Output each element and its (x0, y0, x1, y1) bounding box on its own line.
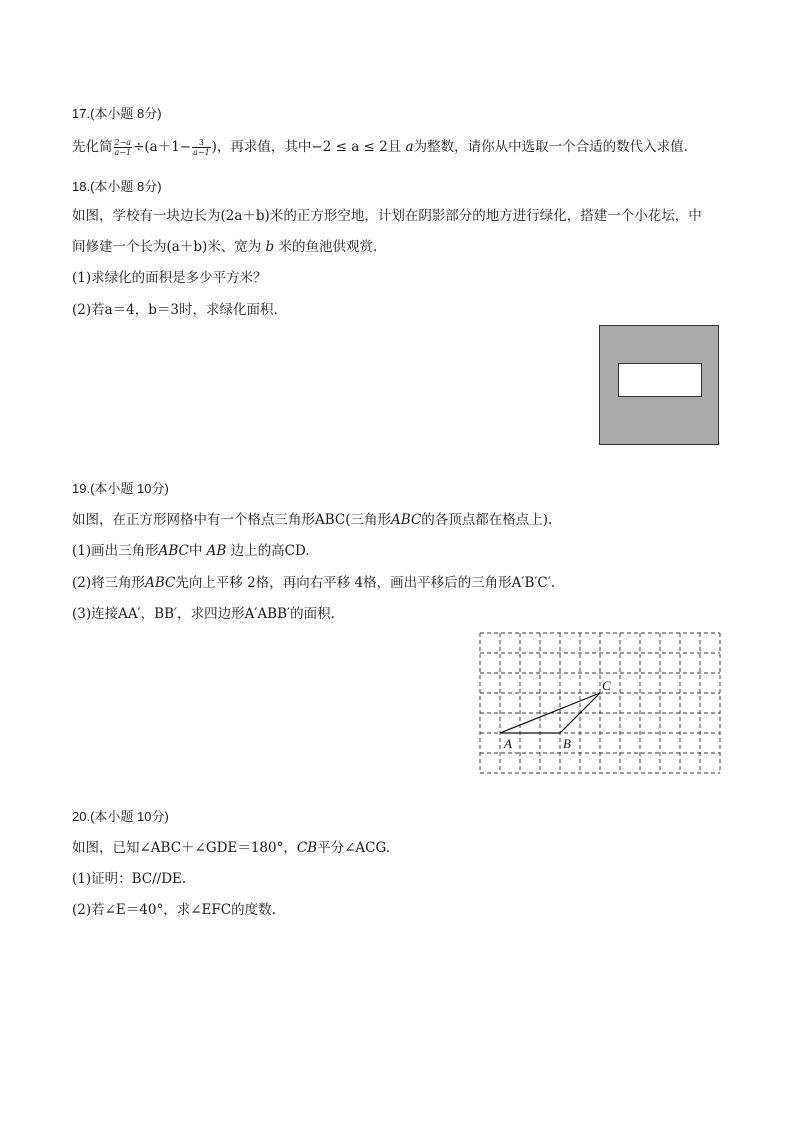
q20-line-1-a: 如图，已知∠ABC＋∠GDE＝180°， (72, 840, 297, 856)
q17-text (72, 138, 688, 157)
q19-line-1-a: 如图，在正方形网格中有一个格点三角形ABC(三角形 (72, 512, 392, 528)
q19-part-1-b: 中 (188, 543, 207, 559)
q17-text-c: )，再求值，其中−2 ≤ a ≤ 2且 (211, 139, 406, 155)
q17-variable-a: a (405, 139, 414, 155)
q19-part-2-a: (2)将三角形 (72, 575, 146, 591)
q19-line-1 (72, 511, 552, 529)
q18-fish-pond (619, 364, 702, 397)
vertex-label-b: B (563, 736, 571, 751)
q17-fraction-2 (192, 138, 211, 157)
q17-fraction-1 (114, 138, 133, 157)
q19-part-3: (3)连接AA′，BB′，求四边形A′ABB′的面积. (72, 606, 335, 622)
q19-variable-abc: ABC (391, 512, 422, 528)
q17-fraction-2-numerator: 3 (192, 138, 211, 148)
q17-fraction-2-denominator: a−1 (193, 148, 210, 157)
vertex-label-c: C (602, 678, 611, 693)
q18-heading: 18.(本小题 8分) (72, 179, 162, 194)
q17-heading: 17.(本小题 8分) (72, 106, 162, 121)
q17-text-d: 为整数，请你从中选取一个合适的数代入求值. (413, 139, 688, 155)
q19-part-1-variable-ab: AB (206, 543, 227, 559)
q19-heading: 19.(本小题 10分) (72, 481, 169, 496)
q19-part-1 (72, 542, 310, 560)
q19-part-1-a: (1)画出三角形 (72, 543, 159, 559)
q19-part-1-variable-abc: ABC (158, 543, 189, 559)
q18-part-2: (2)若a＝4，b＝3时，求绿化面积. (72, 302, 278, 318)
q17-text-b: ÷(a＋1− (133, 139, 192, 155)
q20-line-1 (72, 839, 390, 857)
q20-heading: 20.(本小题 10分) (72, 809, 169, 824)
q17-text-a: 先化简 (72, 139, 113, 155)
vertex-label-a: A (504, 736, 512, 751)
q18-variable-b: b (265, 239, 275, 255)
q17-fraction-1-denominator: a−1 (114, 148, 132, 157)
q20-line-1-b: 平分∠ACG. (317, 840, 391, 856)
q19-part-2-b: 先向上平移 2格，再向右平移 4格，画出平移后的三角形A′B′C′. (175, 575, 556, 591)
q18-line-1: 如图，学校有一块边长为(2a＋b)米的正方形空地，计划在阴影部分的地方进行绿化，搭建一个小花坛，中 (72, 208, 702, 224)
q19-part-2-variable-abc: ABC (145, 575, 176, 591)
q20-variable-cb: CB (296, 840, 318, 856)
q19-line-1-b: 的各顶点都在格点上). (421, 512, 553, 528)
q20-part-1: (1)证明：BC//DE. (72, 871, 187, 887)
q18-line-2-b: 米的鱼池供观赏. (274, 239, 378, 255)
q19-part-2 (72, 574, 555, 592)
q18-line-2 (72, 238, 377, 256)
q18-part-1: (1)求绿化的面积是多少平方米？ (72, 270, 267, 286)
q18-figure (599, 325, 720, 446)
q19-grid-figure (475, 628, 725, 778)
q20-part-2: (2)若∠E＝40°，求∠EFC的度数. (72, 902, 276, 918)
q18-line-2-a: 间修建一个长为(a＋b)米、宽为 (72, 239, 266, 255)
q19-part-1-c: 边上的高CD. (226, 543, 310, 559)
q17-fraction-1-numerator: 2−a (114, 138, 132, 147)
